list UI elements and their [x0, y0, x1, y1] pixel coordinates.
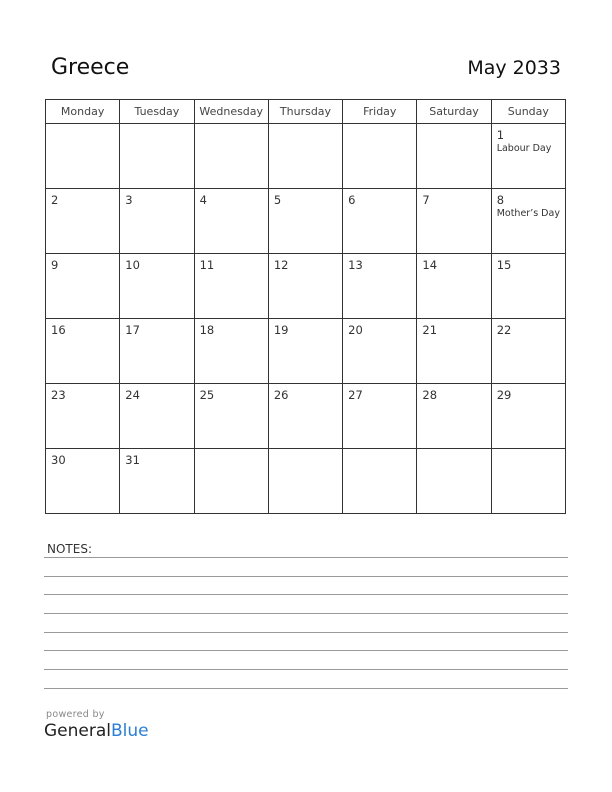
day-number: 22	[496, 323, 512, 337]
calendar-week-row	[46, 254, 566, 319]
calendar-day-cell	[268, 449, 342, 514]
day-number: 14	[422, 258, 438, 272]
day-number: 12	[273, 258, 289, 272]
calendar-day-cell	[120, 254, 194, 319]
calendar-day-cell	[491, 189, 565, 254]
day-number: 30	[51, 453, 66, 467]
day-number: 13	[348, 258, 363, 272]
day-number: 1	[496, 128, 505, 142]
calendar-day-cell	[46, 124, 120, 189]
calendar-day-cell	[46, 319, 120, 384]
calendar-day-cell	[120, 319, 194, 384]
calendar-grid	[45, 99, 566, 514]
day-number: 3	[125, 193, 133, 207]
day-number: 20	[348, 323, 363, 337]
calendar-day-cell	[491, 124, 565, 189]
calendar-day-cell	[194, 384, 268, 449]
month-year-title: May 2033	[467, 57, 561, 79]
calendar-day-cell	[491, 254, 565, 319]
calendar-day-cell	[268, 319, 342, 384]
calendar-day-cell	[194, 319, 268, 384]
day-number: 9	[51, 258, 59, 272]
calendar-day-cell	[491, 384, 565, 449]
calendar-day-cell	[268, 384, 342, 449]
calendar-day-cell	[417, 319, 491, 384]
note-line	[44, 613, 568, 614]
note-line	[44, 650, 568, 651]
calendar-day-cell	[343, 189, 417, 254]
notes-label: NOTES:	[47, 542, 92, 556]
calendar-day-cell	[268, 189, 342, 254]
note-line	[44, 557, 568, 558]
day-number: 15	[496, 258, 512, 272]
calendar-day-cell	[46, 189, 120, 254]
day-number: 19	[273, 323, 289, 337]
day-number: 6	[348, 193, 356, 207]
day-number: 17	[125, 323, 140, 337]
note-line	[44, 632, 568, 633]
weekday-header-row	[46, 100, 566, 124]
calendar-week-row	[46, 189, 566, 254]
day-number: 10	[125, 258, 140, 272]
day-number: 8	[496, 193, 505, 207]
calendar-day-cell	[343, 449, 417, 514]
day-number: 5	[273, 193, 282, 207]
calendar-day-cell	[120, 124, 194, 189]
day-number: 31	[125, 453, 140, 467]
day-number: 29	[496, 388, 512, 402]
calendar-day-cell	[120, 384, 194, 449]
calendar-day-cell	[417, 189, 491, 254]
calendar-day-cell	[417, 254, 491, 319]
weekday-header: Friday	[343, 100, 417, 124]
day-number: 16	[51, 323, 66, 337]
day-number: 24	[125, 388, 140, 402]
weekday-header: Monday	[46, 100, 120, 124]
calendar-day-cell	[120, 449, 194, 514]
calendar-day-cell	[194, 254, 268, 319]
calendar-day-cell	[46, 254, 120, 319]
brand-general-text: General	[44, 721, 111, 741]
calendar-week-row	[46, 449, 566, 514]
calendar-day-cell	[194, 124, 268, 189]
calendar-day-cell	[417, 124, 491, 189]
calendar-day-cell	[491, 449, 565, 514]
calendar-day-cell	[194, 449, 268, 514]
calendar-day-cell	[268, 254, 342, 319]
calendar-day-cell	[194, 189, 268, 254]
weekday-header: Thursday	[268, 100, 342, 124]
note-line	[44, 688, 568, 689]
weekday-header: Saturday	[417, 100, 491, 124]
day-number: 2	[51, 193, 59, 207]
weekday-header: Tuesday	[120, 100, 194, 124]
country-title: Greece	[51, 55, 130, 80]
calendar-day-cell	[417, 384, 491, 449]
calendar-week-row	[46, 319, 566, 384]
calendar-day-cell	[343, 319, 417, 384]
day-number: 27	[348, 388, 363, 402]
calendar-day-cell	[343, 384, 417, 449]
calendar-day-cell	[491, 319, 565, 384]
day-number: 7	[422, 193, 430, 207]
calendar-day-cell	[46, 384, 120, 449]
calendar-day-cell	[417, 449, 491, 514]
day-number: 18	[199, 323, 215, 337]
day-number: 11	[199, 258, 215, 272]
day-number: 4	[199, 193, 207, 207]
holiday-label: Mother’s Day	[496, 208, 560, 219]
calendar-week-row	[46, 124, 566, 189]
calendar-day-cell	[46, 449, 120, 514]
calendar-day-cell	[343, 254, 417, 319]
calendar-day-cell	[268, 124, 342, 189]
day-number: 28	[422, 388, 438, 402]
weekday-header: Sunday	[491, 100, 565, 124]
day-number: 23	[51, 388, 66, 402]
note-line	[44, 576, 568, 577]
day-number: 25	[199, 388, 215, 402]
note-line	[44, 669, 568, 670]
brand-blue-text: Blue	[111, 721, 149, 741]
calendar-day-cell	[120, 189, 194, 254]
holiday-label: Labour Day	[496, 143, 552, 154]
powered-by-text: powered by	[46, 709, 105, 720]
weekday-header: Wednesday	[194, 100, 268, 124]
calendar-day-cell	[343, 124, 417, 189]
note-line	[44, 594, 568, 595]
brand-logo[interactable]	[44, 721, 149, 741]
day-number: 21	[422, 323, 438, 337]
day-number: 26	[273, 388, 289, 402]
calendar-week-row	[46, 384, 566, 449]
